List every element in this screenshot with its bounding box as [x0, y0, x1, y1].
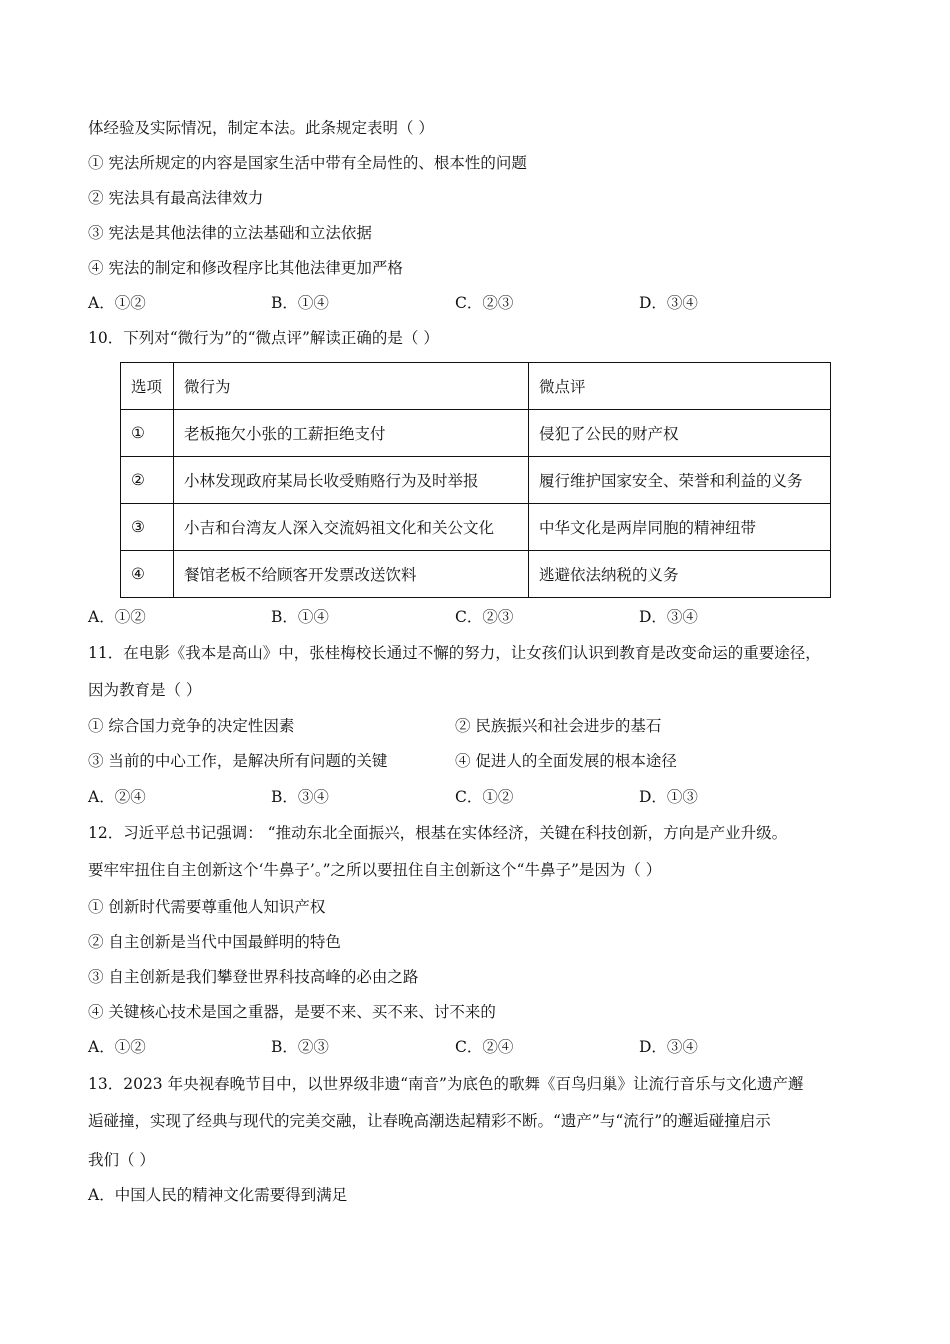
q12-option-c[interactable]: C．②④ — [455, 1038, 514, 1056]
q12-option-d[interactable]: D．③④ — [639, 1038, 698, 1056]
q12-statement-2: ② 自主创新是当代中国最鲜明的特色 — [88, 933, 341, 951]
q11-stem-line-1: 11．在电影《我本是高山》中，张桂梅校长通过不懈的努力，让女孩们认识到教育是改变命运的重要途径， — [88, 644, 821, 662]
q9-option-c[interactable]: C．②③ — [455, 294, 514, 312]
q11-option-b[interactable]: B．③④ — [271, 788, 329, 806]
table-header-cell: 选项 — [121, 363, 174, 410]
table-row — [121, 410, 831, 457]
q11-option-a[interactable]: A．②④ — [88, 788, 146, 806]
q12-statement-4: ④ 关键核心技术是国之重器，是要不来、买不来、讨不来的 — [88, 1003, 496, 1021]
q13-stem-line-3: 我们（ ） — [88, 1151, 155, 1169]
q9-option-a[interactable]: A．①② — [88, 294, 146, 312]
table-cell: ① — [121, 410, 174, 457]
table-row — [121, 551, 831, 598]
q9-statement-3: ③ 宪法是其他法律的立法基础和立法依据 — [88, 224, 372, 242]
table-cell: ④ — [121, 551, 174, 598]
q12-statement-1: ① 创新时代需要尊重他人知识产权 — [88, 898, 326, 916]
table-cell: ③ — [121, 504, 174, 551]
q10-option-b[interactable]: B．①④ — [271, 608, 329, 626]
table-cell: 小林发现政府某局长收受贿赂行为及时举报 — [174, 457, 529, 504]
table-cell: 餐馆老板不给顾客开发票改送饮料 — [174, 551, 529, 598]
q10-option-c[interactable]: C．②③ — [455, 608, 514, 626]
q12-stem-line-2: 要牢牢扭住自主创新这个‘牛鼻子’。”之所以要扭住自主创新这个“牛鼻子”是因为（ ） — [88, 861, 662, 879]
q9-statement-1: ① 宪法所规定的内容是国家生活中带有全局性的、根本性的问题 — [88, 154, 527, 172]
table-cell: 小吉和台湾友人深入交流妈祖文化和关公文化 — [174, 504, 529, 551]
q11-statement-3: ③ 当前的中心工作，是解决所有问题的关键 — [88, 752, 388, 770]
table-row — [121, 504, 831, 551]
q12-option-a[interactable]: A．①② — [88, 1038, 146, 1056]
q10-table — [120, 362, 831, 598]
q11-statement-2: ② 民族振兴和社会进步的基石 — [455, 717, 662, 735]
q11-option-d[interactable]: D．①③ — [639, 788, 698, 806]
table-header-cell: 微点评 — [529, 363, 831, 410]
table-cell: 老板拖欠小张的工薪拒绝支付 — [174, 410, 529, 457]
q12-stem-line-1: 12．习近平总书记强调： “推动东北全面振兴，根基在实体经济，关键在科技创新，方向是产业升级。 — [88, 824, 788, 842]
q10-option-a[interactable]: A．①② — [88, 608, 146, 626]
q9-stem: 体经验及实际情况，制定本法。此条规定表明（ ） — [88, 119, 434, 137]
q9-option-d[interactable]: D．③④ — [639, 294, 698, 312]
q10-option-d[interactable]: D．③④ — [639, 608, 698, 626]
table-row — [121, 457, 831, 504]
q10-stem: 10．下列对“微行为”的“微点评”解读正确的是（ ） — [88, 329, 439, 347]
q13-stem-line-2: 逅碰撞，实现了经典与现代的完美交融，让春晚高潮迭起精彩不断。“遗产”与“流行”的邂逅碰撞启示 — [88, 1112, 771, 1130]
q11-option-c[interactable]: C．①② — [455, 788, 514, 806]
q11-statement-4: ④ 促进人的全面发展的根本途径 — [455, 752, 677, 770]
q9-statement-2: ② 宪法具有最高法律效力 — [88, 189, 264, 207]
q11-stem-line-2: 因为教育是（ ） — [88, 681, 202, 699]
q13-option-a[interactable]: A．中国人民的精神文化需要得到满足 — [88, 1186, 348, 1204]
table-header-row — [121, 363, 831, 410]
table-cell: 逃避依法纳税的义务 — [529, 551, 831, 598]
q12-statement-3: ③ 自主创新是我们攀登世界科技高峰的必由之路 — [88, 968, 419, 986]
q13-stem-line-1: 13．2023 年央视春晚节目中，以世界级非遗“南音”为底色的歌舞《百鸟归巢》让流行音乐与文化遗产邂 — [88, 1075, 804, 1093]
q12-option-b[interactable]: B．②③ — [271, 1038, 329, 1056]
table-cell: ② — [121, 457, 174, 504]
q11-statement-1: ① 综合国力竞争的决定性因素 — [88, 717, 295, 735]
table-cell: 履行维护国家安全、荣誉和利益的义务 — [529, 457, 831, 504]
q9-statement-4: ④ 宪法的制定和修改程序比其他法律更加严格 — [88, 259, 403, 277]
table-cell: 中华文化是两岸同胞的精神纽带 — [529, 504, 831, 551]
table-cell: 侵犯了公民的财产权 — [529, 410, 831, 457]
q9-option-b[interactable]: B．①④ — [271, 294, 329, 312]
table-header-cell: 微行为 — [174, 363, 529, 410]
